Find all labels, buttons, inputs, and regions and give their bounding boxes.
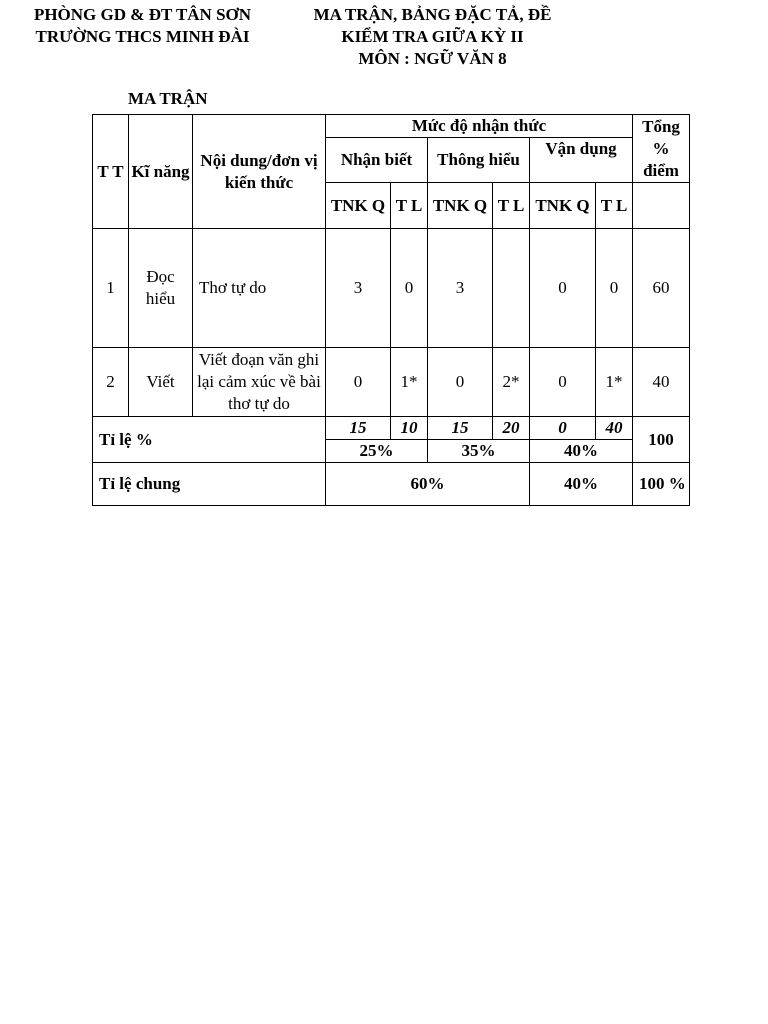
ratio-value: 20 [493, 417, 530, 440]
ratio-value: 15 [326, 417, 391, 440]
header-right [285, 4, 580, 70]
cell-vd-tnkq: 0 [530, 348, 596, 417]
header-content: Nội dung/đơn vị kiến thức [193, 115, 326, 229]
general-ratio-row [93, 463, 690, 506]
ratio-group-understand: 35% [428, 440, 530, 463]
cell-nb-tl: 1* [391, 348, 428, 417]
row-content: Viết đoạn văn ghi lại cảm xúc về bài thơ tự do [193, 348, 326, 417]
cell-th-tnkq: 3 [428, 229, 493, 348]
subheader-empty [633, 183, 690, 229]
header-apply: Vận dụng [530, 138, 633, 183]
cell-nb-tnkq: 3 [326, 229, 391, 348]
ratio-value: 0 [530, 417, 596, 440]
subheader-tnkq: TNK Q [428, 183, 493, 229]
ratio-total: 100 [633, 417, 690, 463]
doc-title-line2: KIỂM TRA GIỮA KỲ II [341, 27, 524, 46]
school-name: TRƯỜNG THCS MINH ĐÀI [35, 27, 250, 46]
ratio-value: 15 [428, 417, 493, 440]
doc-title-line1: MA TRẬN, BẢNG ĐẶC TẢ, ĐỀ [313, 5, 552, 24]
header-left [20, 4, 265, 48]
header-total: Tổng % điểm [633, 115, 690, 183]
table-row [93, 229, 690, 348]
general-ratio-label: Tỉ lệ chung [93, 463, 326, 506]
ratio-group-recognize: 25% [326, 440, 428, 463]
ratio-label: Tỉ lệ % [93, 417, 326, 463]
cell-vd-tl: 1* [596, 348, 633, 417]
ratio-row [93, 417, 690, 440]
subheader-tnkq: TNK Q [326, 183, 391, 229]
ratio-value: 40 [596, 417, 633, 440]
department-name: PHÒNG GD & ĐT TÂN SƠN [33, 5, 252, 24]
header-tt: T T [93, 115, 129, 229]
cell-nb-tl: 0 [391, 229, 428, 348]
row-content: Thơ tự do [193, 229, 326, 348]
subject-title: MÔN : NGỮ VĂN 8 [358, 49, 507, 68]
cell-total: 60 [633, 229, 690, 348]
cell-total: 40 [633, 348, 690, 417]
header-recognize: Nhận biết [326, 138, 428, 183]
general-ratio-total: 100 % [633, 463, 690, 506]
subheader-tnkq: TNK Q [530, 183, 596, 229]
header-understand: Thông hiểu [428, 138, 530, 183]
section-title: MA TRẬN [128, 89, 208, 108]
cell-nb-tnkq: 0 [326, 348, 391, 417]
row-tt: 1 [93, 229, 129, 348]
ratio-group-apply: 40% [530, 440, 633, 463]
ratio-value: 10 [391, 417, 428, 440]
cell-th-tnkq: 0 [428, 348, 493, 417]
header-cognitive-level: Mức độ nhận thức [326, 115, 633, 138]
cell-th-tl [493, 229, 530, 348]
cell-vd-tnkq: 0 [530, 229, 596, 348]
row-skill: Đọc hiểu [129, 229, 193, 348]
subheader-tl: T L [391, 183, 428, 229]
subheader-tl: T L [493, 183, 530, 229]
cell-vd-tl: 0 [596, 229, 633, 348]
general-ratio-right: 40% [530, 463, 633, 506]
assessment-matrix-table [92, 114, 690, 506]
general-ratio-left: 60% [326, 463, 530, 506]
row-skill: Viết [129, 348, 193, 417]
header-skill: Kĩ năng [129, 115, 193, 229]
subheader-tl: T L [596, 183, 633, 229]
cell-th-tl: 2* [493, 348, 530, 417]
row-tt: 2 [93, 348, 129, 417]
table-row [93, 348, 690, 417]
